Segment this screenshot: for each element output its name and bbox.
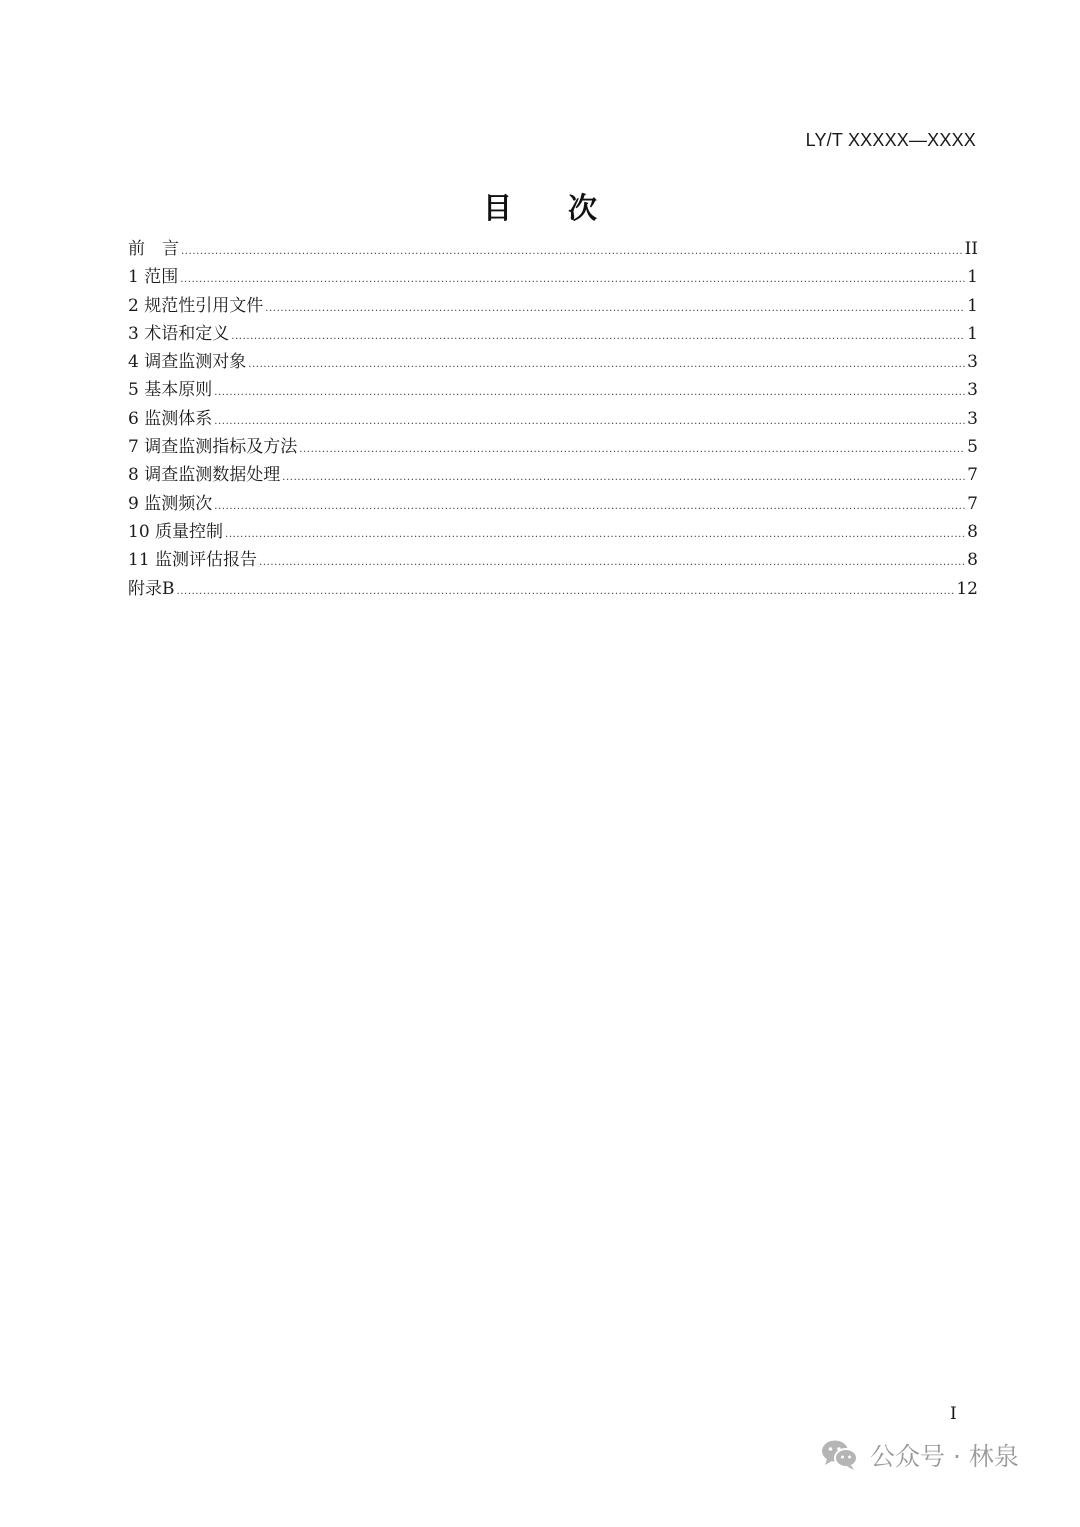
- toc-entry-page: 8: [967, 550, 978, 571]
- standard-code: LY/T XXXXX—XXXX: [805, 130, 976, 150]
- dot-leader: [259, 557, 965, 568]
- toc-entry-label: 4 调查监测对象: [128, 352, 247, 373]
- toc-entry-terms-definitions[interactable]: [128, 319, 978, 347]
- dot-leader: [214, 501, 965, 512]
- toc-list: [128, 234, 978, 602]
- dot-leader: [181, 246, 963, 257]
- toc-entry-label: 8 调查监测数据处理: [128, 465, 281, 486]
- toc-entry-label: 6 监测体系: [128, 408, 213, 429]
- toc-entry-quality-control[interactable]: [128, 517, 978, 545]
- toc-entry-page: 7: [967, 465, 978, 486]
- dot-leader: [231, 331, 965, 342]
- toc-entry-label: 11 监测评估报告: [128, 550, 258, 571]
- toc-entry-survey-objects[interactable]: [128, 347, 978, 375]
- dot-leader: [282, 472, 965, 483]
- toc-entry-frequency[interactable]: [128, 489, 978, 517]
- page-number: I: [950, 1404, 957, 1424]
- toc-entry-label: 前 言: [128, 239, 179, 259]
- toc-entry-label: 9 监测频次: [128, 493, 213, 514]
- toc-entry-label: 附录B: [128, 578, 175, 599]
- wechat-icon: [820, 1438, 860, 1472]
- toc-entry-page: 5: [967, 437, 978, 458]
- toc-entry-page: 3: [967, 352, 978, 373]
- dot-leader: [248, 359, 965, 370]
- toc-entry-data-processing[interactable]: [128, 460, 978, 488]
- watermark-text: 公众号 · 林泉: [870, 1442, 1019, 1471]
- toc-entry-basic-principles[interactable]: [128, 375, 978, 403]
- dot-leader: [225, 529, 965, 540]
- toc-entry-page: 1: [967, 295, 978, 316]
- dot-leader: [214, 416, 965, 427]
- toc-entry-monitoring-system[interactable]: [128, 404, 978, 432]
- toc-entry-label: 2 规范性引用文件: [128, 295, 264, 316]
- toc-entry-label: 1 范围: [128, 267, 179, 288]
- toc-entry-page: 3: [967, 380, 978, 401]
- toc-entry-page: 8: [967, 521, 978, 542]
- toc-entry-page: II: [964, 239, 978, 259]
- toc-entry-normative-references[interactable]: [128, 291, 978, 319]
- toc-entry-label: 3 术语和定义: [128, 323, 230, 344]
- toc-entry-scope[interactable]: [128, 262, 978, 290]
- toc-title-char-1: 目: [482, 191, 512, 225]
- dot-leader: [299, 444, 965, 455]
- toc-entry-page: 12: [956, 578, 978, 599]
- toc-title-char-2: 次: [568, 191, 598, 225]
- toc-entry-page: 1: [967, 323, 978, 344]
- dot-leader: [177, 586, 955, 597]
- toc-entry-label: 7 调查监测指标及方法: [128, 437, 298, 458]
- toc-entry-page: 3: [967, 408, 978, 429]
- dot-leader: [180, 274, 965, 285]
- dot-leader: [265, 303, 965, 314]
- toc-entry-assessment-report[interactable]: [128, 545, 978, 573]
- toc-entry-label: 10 质量控制: [128, 521, 224, 542]
- dot-leader: [214, 387, 965, 398]
- watermark: [820, 1437, 1019, 1473]
- toc-entry-foreword[interactable]: [128, 234, 978, 262]
- toc-title: [0, 186, 1080, 227]
- toc-entry-indicators-methods[interactable]: [128, 432, 978, 460]
- toc-entry-page: 1: [967, 267, 978, 288]
- toc-entry-label: 5 基本原则: [128, 380, 213, 401]
- toc-entry-appendix-b[interactable]: [128, 574, 978, 602]
- toc-entry-page: 7: [967, 493, 978, 514]
